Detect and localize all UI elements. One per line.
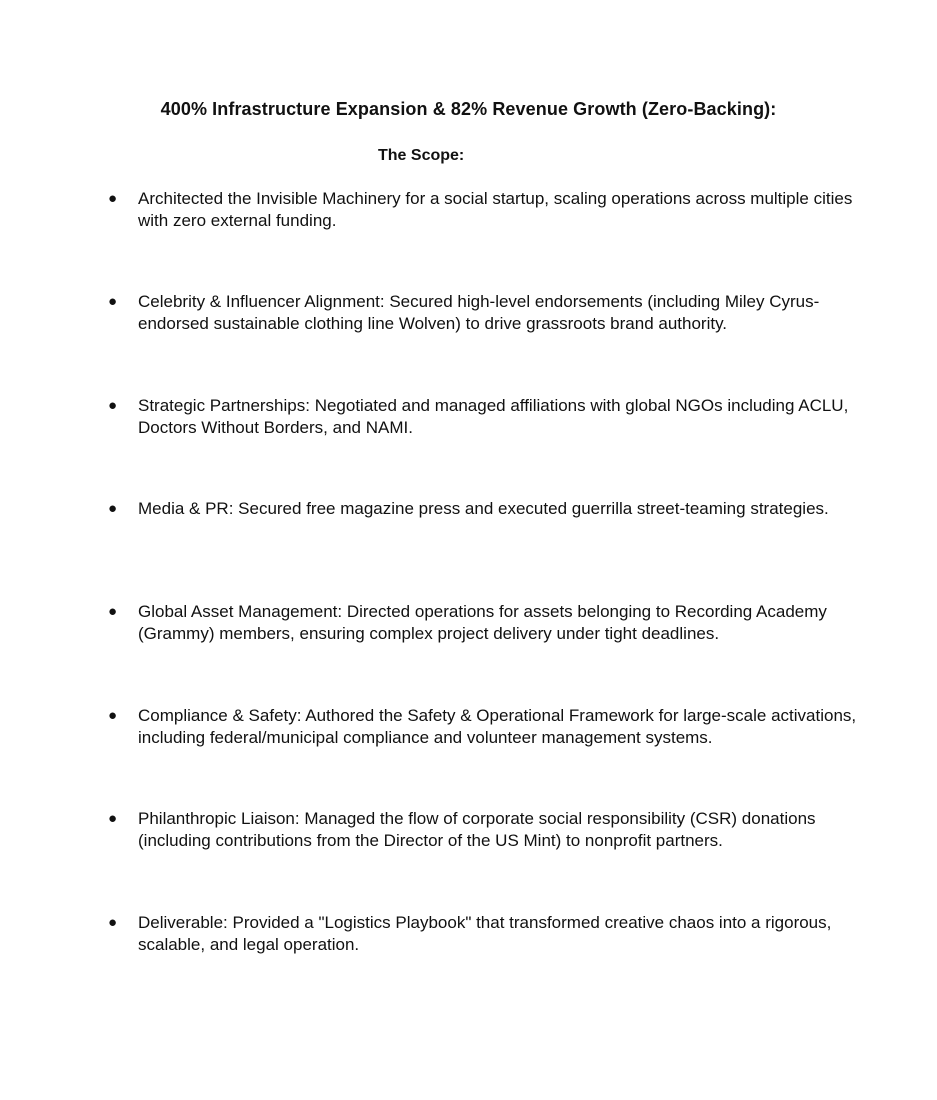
bullet-icon: ● <box>108 707 118 724</box>
bullet-icon: ● <box>108 397 118 414</box>
bullet-text: Architected the Invisible Machinery for a social startup, scaling operations across multiple cities with zero external funding. <box>138 189 853 230</box>
section-heading: The Scope: <box>378 147 465 164</box>
bullet-icon: ● <box>108 293 118 310</box>
bullet-text: Deliverable: Provided a "Logistics Playbook" that transformed creative chaos into a rigorous, scalable, and legal operation. <box>138 913 832 954</box>
bullet-text: Compliance & Safety: Authored the Safety & Operational Framework for large-scale activations, including federal/municipal compliance and volunteer management systems. <box>138 706 857 747</box>
bullet-icon: ● <box>108 603 118 620</box>
bullet-text: Global Asset Management: Directed operations for assets belonging to Recording Academy (Grammy) members, ensuring complex project delivery under tight deadlines. <box>138 602 827 643</box>
bullet-text: Strategic Partnerships: Negotiated and managed affiliations with global NGOs including ACLU, Doctors Without Borders, and NAMI. <box>138 396 849 437</box>
page-title: 400% Infrastructure Expansion & 82% Revenue Growth (Zero-Backing): <box>160 99 777 119</box>
bullet-text: Media & PR: Secured free magazine press and executed guerrilla street-teaming strategies. <box>138 499 829 518</box>
bullet-icon: ● <box>108 810 118 827</box>
bullet-icon: ● <box>108 500 118 517</box>
bullet-text: Philanthropic Liaison: Managed the flow of corporate social responsibility (CSR) donations (including contributions from the Director of the US Mint) to nonprofit partners. <box>138 809 816 850</box>
bullet-icon: ● <box>108 914 118 931</box>
bullet-icon: ● <box>108 190 118 207</box>
bullet-text: Celebrity & Influencer Alignment: Secured high-level endorsements (including Miley Cyrus-endorsed sustainable clothing line Wolven) to drive grassroots brand authority. <box>138 292 820 333</box>
